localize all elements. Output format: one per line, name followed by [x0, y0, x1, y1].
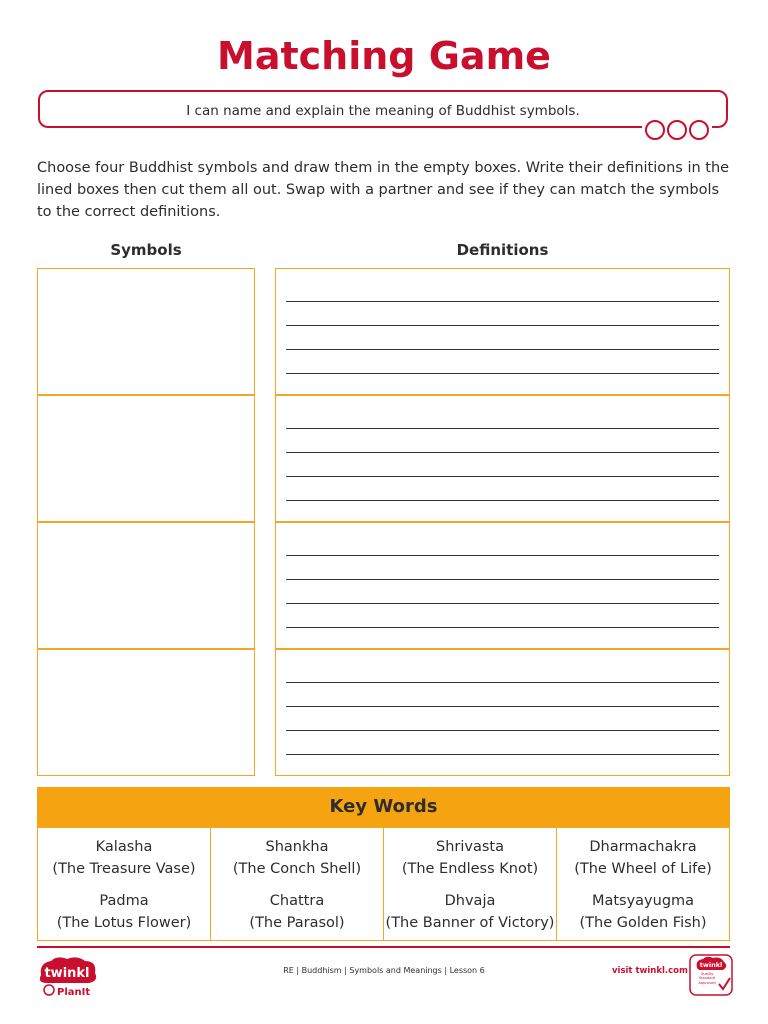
definitions-heading: Definitions	[456, 241, 549, 259]
key-words-column	[384, 828, 557, 940]
key-word-name: Shankha	[265, 839, 329, 855]
writing-line	[286, 476, 719, 477]
key-word	[384, 890, 556, 934]
key-word-name: Shrivasta	[436, 839, 504, 855]
definition-lined-box[interactable]	[275, 395, 730, 522]
key-word-meaning: (The Treasure Vase)	[52, 861, 196, 877]
writing-line	[286, 754, 719, 755]
writing-line	[286, 349, 719, 350]
key-words-heading: Key Words	[37, 787, 730, 827]
symbol-drawing-box[interactable]	[37, 522, 255, 649]
key-word	[38, 836, 210, 880]
decorative-circles	[642, 120, 712, 140]
key-words-column	[211, 828, 384, 940]
symbol-drawing-box[interactable]	[37, 268, 255, 395]
key-word	[211, 890, 383, 934]
twinkl-planit-logo	[37, 955, 107, 997]
key-word-meaning: (The Parasol)	[249, 915, 345, 931]
instructions: Choose four Buddhist symbols and draw them in the empty boxes. Write their definitions in the lined boxes then cut them all out. Swap with a partner and see if they can match the symbols to the correct definitions.	[37, 160, 730, 220]
footer-visit-link[interactable]: visit twinkl.com	[612, 966, 688, 976]
writing-line	[286, 555, 719, 556]
learning-objective-box	[38, 90, 728, 128]
writing-line	[286, 730, 719, 731]
writing-line	[286, 627, 719, 628]
badge-text-container	[692, 972, 722, 992]
definition-lined-box[interactable]	[275, 522, 730, 649]
writing-line	[286, 452, 719, 453]
badge-text: Quality Standard Approved	[698, 972, 716, 985]
key-word-meaning: (The Lotus Flower)	[56, 915, 192, 931]
writing-line	[286, 373, 719, 374]
key-word	[557, 836, 729, 880]
key-word-name: Dharmachakra	[589, 839, 697, 855]
key-word-name: Chattra	[269, 893, 325, 909]
key-word-meaning: (The Golden Fish)	[579, 915, 707, 931]
key-word	[384, 836, 556, 880]
symbols-heading: Symbols	[110, 241, 182, 259]
logo-top-text: twinkl	[44, 966, 90, 981]
badge-logo-text: twinkl	[699, 961, 723, 969]
key-word-meaning: (The Banner of Victory)	[385, 915, 555, 931]
writing-line	[286, 301, 719, 302]
writing-line	[286, 428, 719, 429]
footer-divider	[37, 946, 730, 948]
key-word-meaning: (The Wheel of Life)	[574, 861, 712, 877]
key-word-name: Dhvaja	[444, 893, 496, 909]
writing-line	[286, 682, 719, 683]
writing-line	[286, 325, 719, 326]
logo-bottom-text: PlanIt	[57, 987, 91, 997]
writing-line	[286, 500, 719, 501]
definition-lined-box[interactable]	[275, 649, 730, 776]
circle-icon	[645, 120, 665, 140]
symbol-drawing-box[interactable]	[37, 649, 255, 776]
page-title: Matching Game	[217, 34, 551, 78]
key-words-column	[38, 828, 211, 940]
writing-line	[286, 603, 719, 604]
key-words-column	[557, 828, 729, 940]
definition-lined-box[interactable]	[275, 268, 730, 395]
writing-line	[286, 706, 719, 707]
key-word-name: Kalasha	[95, 839, 153, 855]
key-word-name: Matsyayugma	[591, 893, 695, 909]
key-word-meaning: (The Conch Shell)	[232, 861, 362, 877]
key-word	[211, 836, 383, 880]
key-word-name: Padma	[99, 893, 149, 909]
symbol-drawing-box[interactable]	[37, 395, 255, 522]
key-word-meaning: (The Endless Knot)	[401, 861, 539, 877]
circle-icon	[689, 120, 709, 140]
key-word	[38, 890, 210, 934]
learning-objective: I can name and explain the meaning of Buddhist symbols.	[186, 103, 580, 119]
quality-badge	[689, 954, 733, 996]
key-word	[557, 890, 729, 934]
key-words-table	[37, 827, 730, 941]
planet-icon	[44, 985, 54, 995]
footer-lesson-info: RE | Buddhism | Symbols and Meanings | Lesson 6	[283, 966, 485, 975]
circle-icon	[667, 120, 687, 140]
writing-line	[286, 579, 719, 580]
